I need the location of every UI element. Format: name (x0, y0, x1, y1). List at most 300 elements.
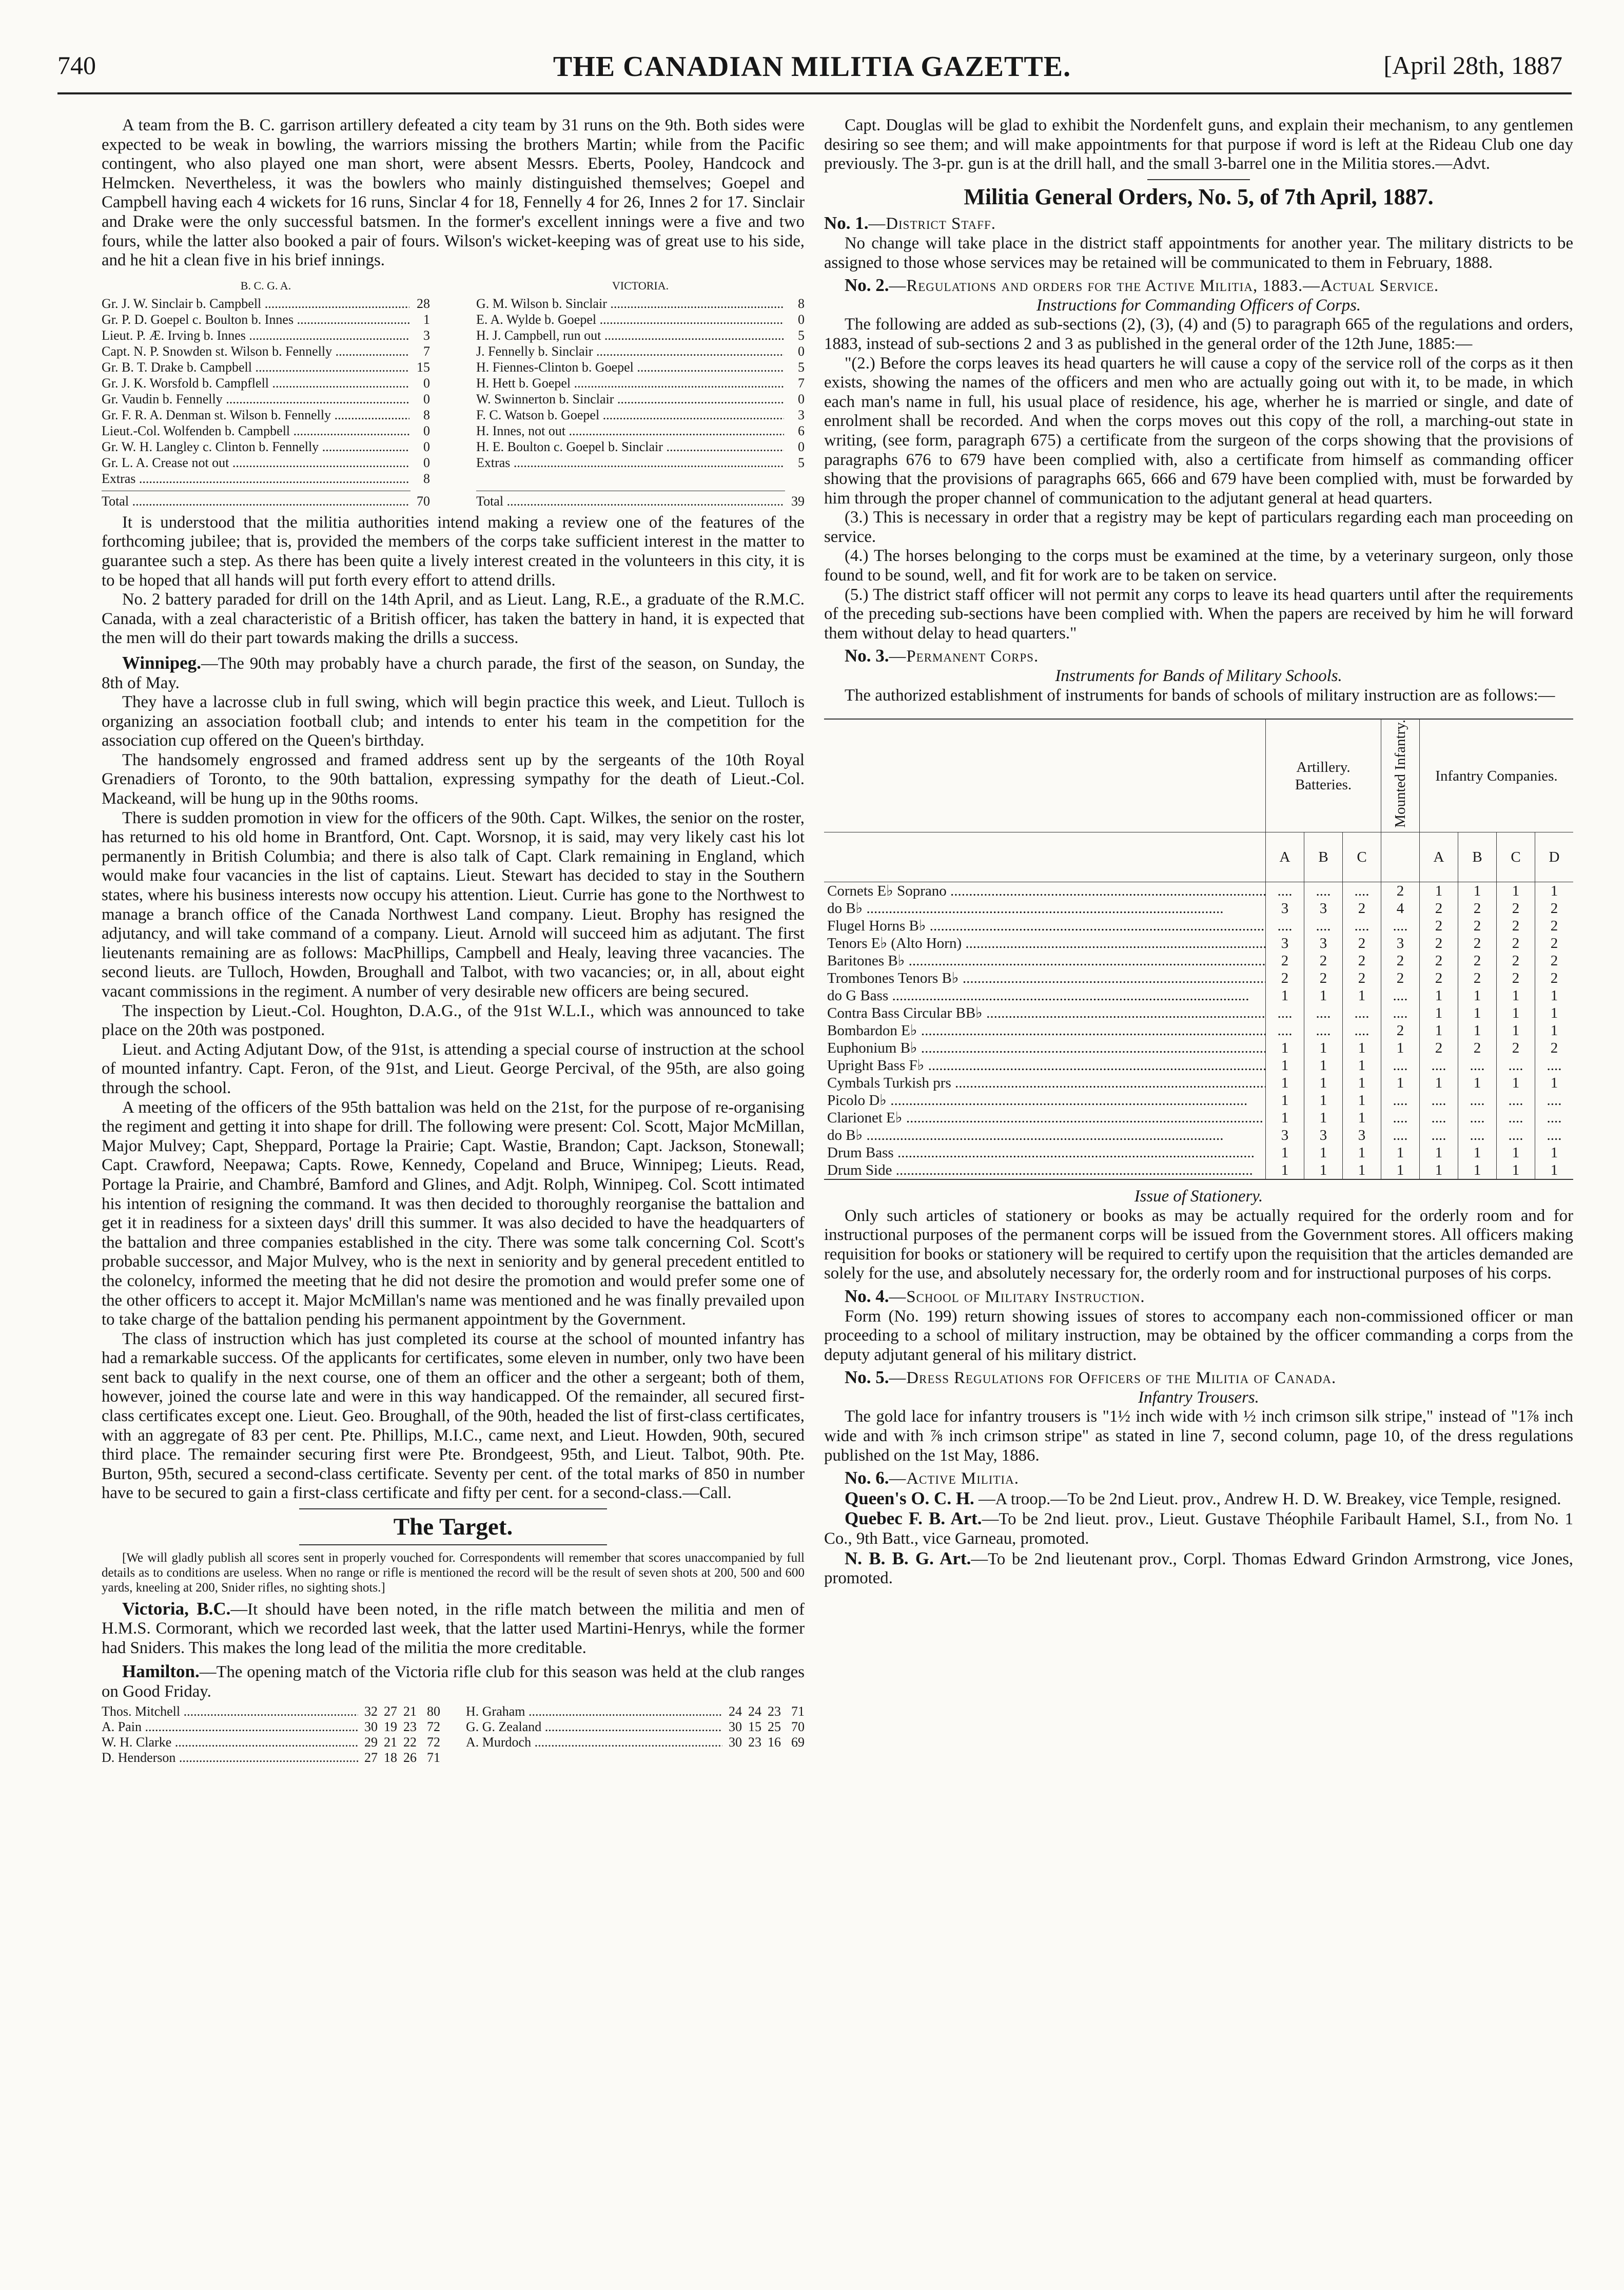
batsman-name: F. C. Watson b. Goepel ..... (476, 407, 784, 423)
total-score: 69 (791, 1734, 805, 1750)
instrument-name: Trombones Tenors B♭ ..... (824, 969, 1266, 987)
instrument-count: 1 (1458, 1074, 1497, 1092)
batsman-name: Lieut.-Col. Wolfenden b. Campbell ..... (102, 423, 409, 439)
instrument-count: .... (1420, 1057, 1458, 1074)
no5-title: —Dress Regulations for Officers of the Militia of Canada. (889, 1369, 1337, 1388)
range-score: 23 (768, 1703, 781, 1719)
instrument-count: 1 (1343, 1109, 1381, 1127)
table-row (824, 1022, 1573, 1039)
range-score: 19 (384, 1719, 397, 1734)
score-row (102, 327, 430, 343)
batsman-name: Gr. Vaudin b. Fennelly ..... (102, 391, 409, 407)
page-date: [April 28th, 1887 (1383, 51, 1562, 80)
instrument-count: 1 (1420, 1004, 1458, 1022)
no3-label: No. 3. (845, 646, 889, 666)
no4-label: No. 4. (845, 1286, 889, 1306)
instrument-count: .... (1497, 1109, 1535, 1127)
cricket-scores (102, 278, 805, 509)
no5-heading (824, 1368, 1573, 1388)
group-mounted-label: Mounted Infantry. (1392, 720, 1408, 828)
instrument-count: .... (1304, 882, 1343, 900)
table-group-header (824, 719, 1573, 832)
batsman-name: H. Innes, not out ..... (476, 423, 784, 439)
instrument-count: 1 (1343, 1057, 1381, 1074)
instrument-count: 1 (1420, 1074, 1458, 1092)
range-score: 30 (364, 1719, 378, 1734)
instrument-count: 1 (1381, 1074, 1420, 1092)
no5-subheading: Infantry Trousers. (1138, 1388, 1259, 1407)
instrument-count: .... (1535, 1109, 1574, 1127)
no3-text: The authorized establishment of instruments for bands of schools of military instruction are as follows:— (845, 686, 1555, 705)
no2-subheading: Instructions for Commanding Officers of Corps. (1036, 296, 1361, 315)
shooter-name: G. G. Zealand ..... (466, 1719, 722, 1735)
instrument-count: .... (1343, 882, 1381, 900)
instrument-count: 2 (1304, 969, 1343, 987)
instrument-count: 3 (1266, 935, 1304, 952)
instrument-count: 2 (1535, 969, 1574, 987)
table-row (824, 1144, 1573, 1161)
dow-paragraph: Lieut. and Acting Adjutant Dow, of the 91st, is attending a special course of instruction at the school of mounted infantry. Capt. Feron, of the 91st, and Lieut. George Percival, of the 95th, are also going through the school. (102, 1040, 805, 1097)
lacrosse-paragraph: They have a lacrosse club in full swing, which will begin practice this week, and Lieut. Tulloch is organizing an association football club; and intends to enter his team in the competition for the association cup offered on the Queen's birthday. (102, 693, 805, 750)
instrument-count: 1 (1304, 1057, 1343, 1074)
instrument-count: 1 (1304, 1092, 1343, 1109)
instrument-count: .... (1381, 1057, 1420, 1074)
score-row (102, 343, 430, 359)
score-row (476, 423, 805, 439)
total-score: 80 (427, 1703, 440, 1719)
table-row (824, 987, 1573, 1004)
batsman-name: Capt. N. P. Snowden st. Wilson b. Fennelly ..... (102, 343, 409, 359)
range-score: 24 (748, 1703, 761, 1719)
range-score: 15 (748, 1719, 761, 1734)
instrument-count: 2 (1343, 969, 1381, 987)
instrument-count: 1 (1266, 1057, 1304, 1074)
rifle-score-row (102, 1704, 440, 1719)
total-value: 70 (417, 493, 430, 509)
instrument-count: 2 (1535, 917, 1574, 935)
shooter-name: A. Pain ..... (102, 1719, 358, 1735)
no2-p1: The following are added as sub-sections (2), (3), (4) and (5) to paragraph 665 of the regulations and orders, 1883, instead of sub-sections 2 and 3 as published in the general order of the 12th June, 1885:— (824, 315, 1573, 353)
total-score: 72 (427, 1734, 440, 1750)
instrument-count: 1 (1497, 882, 1535, 900)
instrument-count: 1 (1266, 1161, 1304, 1179)
total-value: 39 (791, 493, 805, 509)
range-score: 16 (768, 1734, 781, 1750)
total-score: 70 (791, 1719, 805, 1734)
instrument-count: 1 (1497, 1074, 1535, 1092)
winnipeg-paragraph (102, 653, 805, 693)
queens-label: Queen's O. C. H. (845, 1488, 974, 1508)
batsman-runs: 0 (798, 439, 805, 454)
instrument-count: 1 (1343, 1074, 1381, 1092)
instrument-count: 3 (1266, 900, 1304, 917)
instrument-count: 1 (1343, 1039, 1381, 1057)
table-row (824, 969, 1573, 987)
batsman-runs: 0 (423, 375, 430, 391)
batsman-runs: 0 (798, 391, 805, 406)
instrument-count: 2 (1381, 882, 1420, 900)
jubilee-paragraph: It is understood that the militia authorities intend making a review one of the features of the forthcoming jubilee; that is, provided the members of the corps take sufficient interest in the matter to guarantee such a step. As there has been quite a lively interest created in the volunteers in this city, it is to be hoped that all hands will put forth every effort to attend drills. (102, 513, 805, 590)
batsman-name: Extras ..... (476, 455, 784, 471)
cricket-paragraph: A team from the B. C. garrison artillery defeated a city team by 31 runs on the 9th. Both sides were expected to be weak in bowling, the warriors missing the brothers Martin; while from the Pacific contingent, who also played one man short, were absent Messrs. Eberts, Pooley, Handcock and Helmcken. Nevertheless, it was the bowlers who mainly distinguished themselves; Goepel and Campbell having each 4 wickets for 16 runs, Sinclar 4 for 18, Fennelly 4 for 26, Innes 2 for 17. Sinclair and Drake were the only successful batsmen. In the former's excellent innings were a five and two fours, while the latter also booked a pair of fours. Wilson's wicket-keeping was of great use to his side, and he hit a clean five in his brief innings. (102, 116, 805, 270)
score-row (102, 359, 430, 375)
instrument-count: .... (1304, 1004, 1343, 1022)
table-row (824, 1074, 1573, 1092)
range-score: 26 (403, 1750, 417, 1765)
no1-heading (824, 214, 1573, 234)
no4-text: Form (No. 199) return showing issues of stores to accompany each non-commissioned officer or man proceeding to a school of military instruction, may be obtained by the officer commanding a corps from the deputy adjutant general of his military district. (824, 1307, 1573, 1364)
batsman-runs: 0 (423, 423, 430, 438)
victoria-paragraph (102, 1599, 805, 1658)
instrument-count: 2 (1497, 900, 1535, 917)
instrument-count: .... (1458, 1109, 1497, 1127)
instrument-count: 2 (1266, 969, 1304, 987)
instrument-count: 1 (1420, 1161, 1458, 1179)
column-header-1: A (1266, 832, 1304, 882)
instruments-table (824, 719, 1573, 1180)
target-title: The Target. (393, 1513, 513, 1541)
nb-paragraph (824, 1549, 1573, 1588)
batsman-runs: 6 (798, 423, 805, 438)
instrument-count: .... (1420, 1092, 1458, 1109)
score-row (476, 455, 805, 471)
instrument-count: .... (1497, 1127, 1535, 1144)
score-row (102, 312, 430, 327)
address-paragraph: The handsomely engrossed and framed address sent up by the sergeants of the 10th Royal Grenadiers of Toronto, to the 90th battalion, expressing sympathy for the death of Lieut.-Col. Mackeand, will be hung up in the 90ths rooms. (102, 750, 805, 808)
no4-heading (824, 1287, 1573, 1307)
rifle-score-row (466, 1719, 805, 1735)
instrument-count: 4 (1381, 900, 1420, 917)
column-header-3: C (1343, 832, 1381, 882)
no2-title: —Regulations and orders for the Active Militia, 1883.—Actual Service. (889, 277, 1439, 296)
score-row (476, 312, 805, 327)
score-row (102, 471, 430, 487)
shooter-name: H. Graham ..... (466, 1704, 722, 1719)
no3-heading (824, 646, 1573, 667)
instrument-count: 1 (1458, 1161, 1497, 1179)
batsman-runs: 5 (798, 455, 805, 470)
range-score: 29 (364, 1734, 378, 1750)
shooter-name: W. H. Clarke ..... (102, 1735, 358, 1750)
batsman-runs: 7 (423, 343, 430, 359)
instrument-count: 2 (1458, 917, 1497, 935)
score-row (476, 391, 805, 407)
batsman-name: Extras ..... (102, 471, 409, 487)
instrument-count: 1 (1420, 1022, 1458, 1039)
no4-title: —School of Military Instruction. (889, 1287, 1145, 1306)
table-row (824, 935, 1573, 952)
batsman-runs: 15 (417, 359, 430, 375)
no1-title: —District Staff. (868, 215, 996, 234)
instrument-count: 2 (1420, 952, 1458, 969)
target-note: [We will gladly publish all scores sent in properly vouched for. Correspondents will remember that scores unaccompanied by full details as to conditions are useless. When no range or rifle is mentioned the record will be the result of seven shots at 200, 500 and 600 yards, kneeling at 200, Snider rifles, no sighting shots.] (102, 1550, 805, 1595)
instrument-count: 1 (1535, 882, 1574, 900)
advert-paragraph: Capt. Douglas will be glad to exhibit the Nordenfelt guns, and explain their mechanism, to any gentlemen desiring so see them; and will make appointments for that purpose if word is left at the Rideau Club one day previously. The 3-pr. gun is at the drill hall, and the small 3-barrel one in the Militia stores.—Advt. (824, 116, 1573, 173)
instrument-count: 1 (1343, 1161, 1381, 1179)
instrument-count: .... (1420, 1127, 1458, 1144)
instrument-count: .... (1497, 1092, 1535, 1109)
no6-heading (824, 1468, 1573, 1489)
instrument-count: 2 (1343, 900, 1381, 917)
score-row (102, 375, 430, 391)
instrument-count: 1 (1535, 1144, 1574, 1161)
instrument-count: 2 (1497, 1039, 1535, 1057)
queens-text: —A troop.—To be 2nd Lieut. prov., Andrew H. D. W. Breakey, vice Temple, resigned. (974, 1489, 1561, 1508)
no5-text: The gold lace for infantry trousers is "1½ inch wide with ½ inch crimson silk stripe," instead of "1⅞ inch wide and with ⅞ inch crimson stripe" as stated in line 7, second column, page 10, of the dress regulations published on the 1st May, 1886. (824, 1407, 1573, 1465)
rifle-score-row (102, 1750, 440, 1765)
batsman-name: H. J. Campbell, run out ..... (476, 327, 784, 343)
score-row (102, 423, 430, 439)
table-row (824, 1004, 1573, 1022)
instrument-count: 2 (1497, 917, 1535, 935)
score-row (102, 455, 430, 471)
instrument-count: 2 (1458, 935, 1497, 952)
range-score: 23 (748, 1734, 761, 1750)
score-row (102, 407, 430, 423)
scores-victoria (476, 278, 805, 509)
no2-p5: (5.) The district staff officer will not permit any corps to leave its head quarters until after the requirements of the preceding sub-sections have been complied with. When the papers are received by him he will forward them without delay to head quarters." (824, 585, 1573, 643)
inspection-paragraph: The inspection by Lieut.-Col. Houghton, D.A.G., of the 91st W.L.I., which was announced to take place on the 20th was postponed. (102, 1001, 805, 1040)
instrument-name: Tenors E♭ (Alto Horn) ..... (824, 935, 1266, 952)
instrument-count: 1 (1381, 1039, 1420, 1057)
instrument-count: .... (1343, 1022, 1381, 1039)
instrument-count: 1 (1458, 987, 1497, 1004)
instrument-count: 2 (1535, 935, 1574, 952)
instrument-count: 1 (1266, 1074, 1304, 1092)
header-rule (57, 92, 1572, 94)
no3-title: —Permanent Corps. (889, 647, 1039, 666)
range-score: 27 (384, 1703, 397, 1719)
instrument-count: 2 (1535, 1039, 1574, 1057)
batsman-runs: 0 (423, 455, 430, 470)
queens-paragraph (824, 1489, 1573, 1509)
batsman-name: H. Hett b. Goepel ..... (476, 375, 784, 391)
batsman-name: Lieut. P. Æ. Irving b. Innes ..... (102, 327, 409, 343)
battery-paragraph: No. 2 battery paraded for drill on the 14th April, and as Lieut. Lang, R.E., a graduate of the R.M.C. Canada, with a zeal characteristic of a British officer, has taken the battery in hand, it is expected that the men will do their part towards making the drills a success. (102, 590, 805, 648)
nb-label: N. B. B. G. Art. (845, 1548, 971, 1568)
total-label: Total ..... (476, 493, 784, 509)
instrument-count: 2 (1343, 952, 1381, 969)
instrument-name: Euphonium B♭ ..... (824, 1039, 1266, 1057)
batsman-name: G. M. Wilson b. Sinclair ..... (476, 296, 784, 312)
instrument-count: 1 (1535, 1074, 1574, 1092)
score-row (476, 327, 805, 343)
quebec-paragraph (824, 1509, 1573, 1548)
batsman-runs: 1 (423, 312, 430, 327)
batsman-name: Gr. L. A. Crease not out ..... (102, 455, 409, 471)
score-row (476, 343, 805, 359)
table-row (824, 1161, 1573, 1179)
instrument-count: .... (1458, 1092, 1497, 1109)
column-header-5: A (1420, 832, 1458, 882)
instrument-count: 1 (1304, 1074, 1343, 1092)
batsman-runs: 8 (423, 471, 430, 486)
instrument-count: .... (1458, 1127, 1497, 1144)
instrument-name: do G Bass ..... (824, 987, 1266, 1004)
quebec-label: Quebec F. B. Art. (845, 1508, 982, 1529)
group-mounted (1381, 719, 1420, 832)
instrument-count: 2 (1343, 935, 1381, 952)
batsman-runs: 0 (798, 343, 805, 359)
section-rule (1147, 179, 1250, 180)
column-header-8: D (1535, 832, 1574, 882)
instrument-count: 2 (1266, 952, 1304, 969)
page-number: 740 (57, 51, 96, 80)
range-score: 23 (403, 1719, 417, 1734)
score-row (476, 375, 805, 391)
rifle-score-row (102, 1735, 440, 1750)
score-row (476, 359, 805, 375)
instrument-count: 2 (1535, 900, 1574, 917)
instrument-count: .... (1458, 1057, 1497, 1074)
scores-bcga (102, 278, 430, 509)
batsman-runs: 7 (798, 375, 805, 391)
instrument-count: .... (1343, 917, 1381, 935)
instrument-count: .... (1304, 917, 1343, 935)
instrument-name: Bombardon E♭ ..... (824, 1022, 1266, 1039)
column-header-4 (1381, 832, 1420, 882)
batsman-name: E. A. Wylde b. Goepel ..... (476, 312, 784, 327)
instrument-count: 3 (1266, 1127, 1304, 1144)
instrument-count: 1 (1304, 1039, 1343, 1057)
instrument-count: 2 (1381, 969, 1420, 987)
class-paragraph: The class of instruction which has just completed its course at the school of mounted infantry has had a remarkable success. Of the applicants for certificates, some eleven in number, only two have been sent back to qualify in the next course, one of them an officer and the other a sergeant; both of them, however, joined the course late and were in this way handicapped. Of the remainder, all secured first-class certificates except one. Lieut. Geo. Broughall, of the 90th, headed the list of first-class certificates, with an aggregate of 83 per cent. Pte. Phillips, M.I.C., came next, and Lieut. Howden, 90th, secured third place. The remainder securing first were Pte. Brondgeest, 95th, and Lieut. Talbot, 90th. Pte. Burton, 95th, secured a second-class certificate. Seventy per cent. of the total marks of 850 in number have to be secured to gain a first-class certificate and fifty per cent. for a second-class.—Call. (102, 1329, 805, 1503)
instrument-count: 1 (1497, 1022, 1535, 1039)
score-row (102, 439, 430, 455)
left-column (102, 116, 805, 1765)
instrument-count: 3 (1304, 900, 1343, 917)
instrument-count: .... (1381, 987, 1420, 1004)
rifle-score-row (102, 1719, 440, 1735)
instrument-count: 1 (1266, 987, 1304, 1004)
instrument-count: .... (1381, 1004, 1420, 1022)
batsman-name: Gr. P. D. Goepel c. Boulton b. Innes ..... (102, 312, 409, 327)
table-row (824, 952, 1573, 969)
instrument-count: 3 (1304, 935, 1343, 952)
instrument-count: 1 (1420, 882, 1458, 900)
instrument-count: 1 (1304, 1144, 1343, 1161)
instrument-count: 2 (1458, 969, 1497, 987)
instrument-count: .... (1266, 882, 1304, 900)
table-corner (824, 719, 1266, 832)
scores-victoria-heading: VICTORIA. (612, 279, 669, 292)
range-score: 32 (364, 1703, 378, 1719)
instrument-count: 1 (1304, 1161, 1343, 1179)
batsman-runs: 3 (423, 327, 430, 343)
instrument-name: do B♭ ..... (824, 1127, 1266, 1144)
instrument-name: Flugel Horns B♭ ..... (824, 917, 1266, 935)
instrument-count: .... (1381, 1127, 1420, 1144)
instrument-count: 1 (1266, 1144, 1304, 1161)
shooter-name: A. Murdoch ..... (466, 1735, 722, 1750)
batsman-name: H. E. Boulton c. Goepel b. Sinclair ..... (476, 439, 784, 455)
range-score: 21 (384, 1734, 397, 1750)
no2-p3: (3.) This is necessary in order that a registry may be kept of particulars regarding each man proceeding on service. (824, 508, 1573, 546)
instrument-count: 2 (1381, 952, 1420, 969)
batsman-name: W. Swinnerton b. Sinclair ..... (476, 391, 784, 407)
instrument-count: 1 (1343, 987, 1381, 1004)
score-row (102, 391, 430, 407)
total-label: Total ..... (102, 493, 409, 509)
stationery-subheading: Issue of Stationery. (1134, 1187, 1263, 1206)
instrument-count: .... (1381, 917, 1420, 935)
instrument-count: 2 (1497, 952, 1535, 969)
instrument-count: 1 (1497, 1161, 1535, 1179)
instrument-count: 1 (1381, 1144, 1420, 1161)
no2-p4: (4.) The horses belonging to the corps must be examined at the time, by a veterinary surgeon, only those found to be sound, well, and fit for work are to be taken on service. (824, 547, 1573, 585)
score-row (102, 296, 430, 312)
no2-p2: "(2.) Before the corps leaves its head quarters he will cause a copy of the service roll of the corps as it then exists, showing the names of the officers and men who are actually going out with it, to be made, in which each man's name in full, his usual place of residence, his age, wherher he is married or single, and date of enrolment shall be recorded. And when the corps moves out this copy of the roll, a marching-out state in writing, (see form, paragraph 675) a certificate from the surgeon of the corps showing that the provisions of paragraphs 676 to 679 have been complied with, also a certificate from himself as commanding officer showing that the provisions of paragraphs 665, 666 and 679 have been complied with, must be forwarded by him through the proper channel of communication to the adjutant general at head quarters. (824, 354, 1573, 508)
instrument-count: 1 (1266, 1109, 1304, 1127)
batsman-name: H. Fiennes-Clinton b. Goepel ..... (476, 359, 784, 375)
score-row (476, 407, 805, 423)
instrument-count: 2 (1458, 952, 1497, 969)
instrument-count: 1 (1420, 1144, 1458, 1161)
instrument-count: .... (1304, 1022, 1343, 1039)
instrument-count: 1 (1535, 1161, 1574, 1179)
shooter-name: Thos. Mitchell ..... (102, 1704, 358, 1719)
batsman-runs: 0 (423, 391, 430, 406)
instrument-name: Cymbals Turkish prs ..... (824, 1074, 1266, 1092)
no5-label: No. 5. (845, 1367, 889, 1388)
range-score: 30 (729, 1734, 742, 1750)
group-infantry: Infantry Companies. (1420, 719, 1574, 832)
batsman-runs: 28 (417, 296, 430, 311)
instrument-count: 2 (1497, 969, 1535, 987)
instrument-count: 1 (1535, 1004, 1574, 1022)
instrument-count: 3 (1381, 935, 1420, 952)
score-total (102, 493, 430, 509)
no2-heading (824, 276, 1573, 296)
rifle-scores-right (466, 1704, 805, 1765)
instrument-count: 1 (1458, 1022, 1497, 1039)
instrument-count: 3 (1343, 1127, 1381, 1144)
instrument-count: .... (1535, 1092, 1574, 1109)
batsman-name: Gr. J. K. Worsfold b. Campflell ..... (102, 375, 409, 391)
instrument-count: 1 (1381, 1161, 1420, 1179)
instrument-count: .... (1535, 1127, 1574, 1144)
instrument-count: 1 (1343, 1144, 1381, 1161)
instrument-count: 2 (1304, 952, 1343, 969)
winnipeg-heading: Winnipeg. (122, 652, 201, 673)
table-row (824, 1109, 1573, 1127)
instrument-count: 2 (1497, 935, 1535, 952)
batsman-runs: 5 (798, 327, 805, 343)
instrument-name: Clarionet E♭ ..... (824, 1109, 1266, 1127)
instrument-count: 2 (1381, 1022, 1420, 1039)
instrument-name: Cornets E♭ Soprano ..... (824, 882, 1266, 900)
stationery-text: Only such articles of stationery or books as may be actually required for the orderly room and for instructional purposes of the permanent corps will be issued from the Government stores. All officers making requisition for books or stationery will be required to certify upon the requisition that the articles demanded are solely for the use, and absolutely necessary for, the orderly room and for instructional purposes of his corps. (824, 1206, 1573, 1283)
page-title: THE CANADIAN MILITIA GAZETTE. (553, 51, 1071, 83)
score-total (476, 493, 805, 509)
table-row (824, 900, 1573, 917)
table-column-header (824, 832, 1573, 882)
instrument-count: .... (1343, 1004, 1381, 1022)
no1-label: No. 1. (824, 213, 869, 234)
instrument-name: Drum Bass ..... (824, 1144, 1266, 1161)
instrument-count: 2 (1420, 917, 1458, 935)
range-score: 18 (384, 1750, 397, 1765)
instrument-count: .... (1497, 1057, 1535, 1074)
no6-label: No. 6. (845, 1468, 889, 1488)
instrument-name: do B♭ ..... (824, 900, 1266, 917)
group-artillery: Artillery. Batteries. (1266, 719, 1381, 832)
instrument-count: .... (1420, 1109, 1458, 1127)
shooter-name: D. Henderson ..... (102, 1750, 358, 1765)
no2-label: No. 2. (845, 275, 889, 296)
section-rule (299, 1508, 607, 1509)
instrument-count: .... (1381, 1109, 1420, 1127)
